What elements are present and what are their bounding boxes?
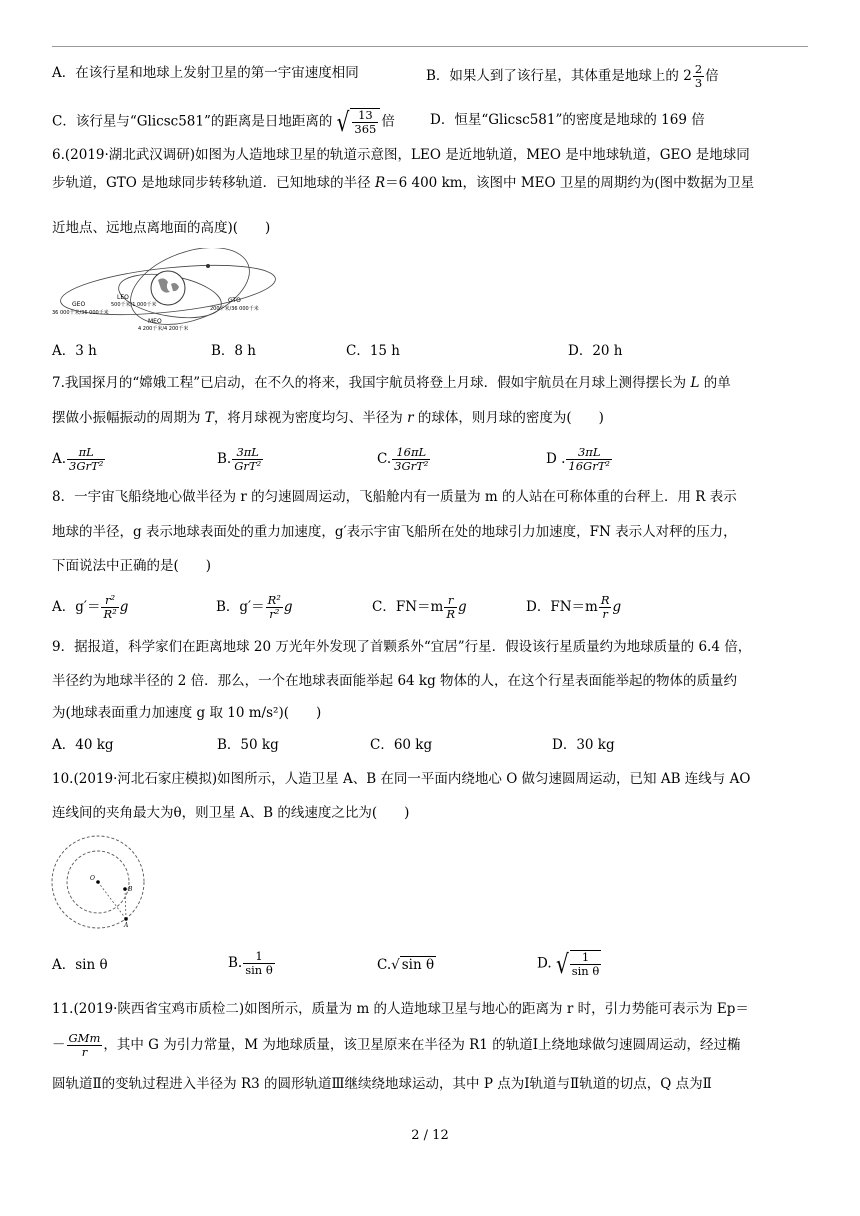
label-b: B	[128, 886, 133, 893]
gto-label: GTO	[228, 297, 241, 304]
geo-height-label: 36 000千米/36 000千米	[52, 310, 109, 316]
q8-option-c: C．FN＝m $\frac{r}{R}$ g	[372, 593, 467, 621]
q5-option-d: D．恒星“Glicsc581”的密度是地球的 169 倍	[430, 112, 705, 128]
q9-option-a: A．40 kg	[52, 737, 114, 753]
q9-option-b: B．50 kg	[217, 737, 279, 753]
satellite-b-dot	[123, 887, 127, 891]
q5-option-c: C．该行星与“Glicsc581”的距离是日地距离的 √ $\frac{13}{365}$ 倍	[52, 106, 395, 138]
q10-line-1: 10.(2019·河北石家庄模拟)如图所示，人造卫星 A、B 在同一平面内绕地心 O 做匀速圆周运动，已知 AB 连线与 AO	[52, 771, 751, 787]
q9-line-2: 半径约为地球半径的 2 倍．那么，一个在地球表面能举起 64 kg 物体的人，在这个行星表面能举起的物体的质量约	[52, 673, 738, 689]
q6-option-d: D．20 h	[568, 343, 623, 359]
q6-option-a: A．3 h	[52, 343, 97, 359]
orbit-circles-diagram	[50, 832, 160, 932]
q9-line-1: 9．据报道，科学家们在距离地球 20 万光年外发现了首颗系外“宜居”行星．假设该行星质量约为地球质量的 6.4 倍，	[52, 639, 752, 655]
q9-line-3: 为(地球表面重力加速度 g 取 10 m/s²)( )	[52, 705, 322, 721]
q10-option-d: D. √ $\frac{1}{\text{sin θ}}$	[537, 948, 600, 980]
line-oa	[98, 882, 126, 919]
earth-icon	[151, 271, 185, 305]
q8-line-3: 下面说法中正确的是( )	[52, 558, 212, 574]
q7-option-b: B. $\frac{3\pi L}{\text{GrT²}}$	[217, 445, 262, 473]
q9-option-c: C．60 kg	[370, 737, 433, 753]
orbit-diagram	[50, 248, 280, 334]
q7-line-2: 摆做小振幅振动的周期为 T，将月球视为密度均匀、半径为 r 的球体，则月球的密度为( )	[52, 410, 604, 426]
label-a: A	[124, 922, 129, 929]
leo-height-label: 500千米/1 000千米	[111, 302, 157, 308]
geo-label: GEO	[72, 301, 86, 308]
center-o-dot	[96, 880, 100, 884]
q7-option-a: A. $\frac{\pi L}{\text{3GrT²}}$	[52, 445, 104, 473]
q6-option-b: B．8 h	[211, 343, 256, 359]
meo-label: MEO	[148, 318, 162, 325]
meo-height-label: 4 200千米/4 200千米	[138, 326, 189, 332]
q7-option-c: C. $\frac{16\pi L}{\text{3GrT²}}$	[377, 445, 429, 473]
leo-label: LEO	[117, 294, 129, 301]
q8-line-2: 地球的半径，g 表示地球表面处的重力加速度，g′表示宇宙飞船所在处的地球引力加速度，FN 表示人对秤的压力，	[52, 524, 737, 540]
q6-line-1: 6.(2019·湖北武汉调研)如图为人造地球卫星的轨道示意图，LEO 是近地轨道，MEO 是中地球轨道，GEO 是地球同	[52, 147, 750, 163]
q8-option-a: A．g′＝ $\frac{\text{r²}}{\text{R²}}$ g	[52, 593, 129, 621]
header-rule	[52, 46, 808, 47]
q10-option-b: B. $\frac{1}{\text{sin θ}}$	[228, 949, 273, 977]
line-ab	[125, 889, 126, 919]
q6-option-c: C．15 h	[346, 343, 400, 359]
q5-option-a: A．在该行星和地球上发射卫星的第一宇宙速度相同	[52, 65, 359, 81]
satellite-dot	[206, 264, 210, 268]
label-o: O	[90, 875, 95, 882]
page-number: 2 / 12	[411, 1128, 449, 1143]
q5-option-b: B．如果人到了该行星，其体重是地球上的 2 $\frac{2}{3}$ 倍	[426, 62, 719, 90]
q11-line-1: 11.(2019·陕西省宝鸡市质检二)如图所示，质量为 m 的人造地球卫星与地心的距离为 r 时，引力势能可表示为 Ep＝	[52, 1001, 749, 1017]
q11-line-2: － $\frac{\text{GMm}}{r}$ ，其中 G 为引力常量，M 为地球质量，该卫星原来在半径为 R1 的轨道Ⅰ上绕地球做匀速圆周运动，经过椭	[52, 1031, 741, 1059]
q9-option-d: D．30 kg	[552, 737, 615, 753]
q6-line-2: 步轨道，GTO 是地球同步转移轨道．已知地球的半径 R＝6 400 km，该图中 MEO 卫星的周期约为(图中数据为卫星	[52, 175, 755, 191]
q7-option-d: D . $\frac{3\pi L}{\text{16GrT²}}$	[546, 445, 611, 473]
q10-option-c: C.√ sin θ	[377, 957, 435, 973]
q8-option-d: D．FN＝m $\frac{R}{r}$ g	[526, 593, 622, 621]
q10-line-2: 连线间的夹角最大为θ，则卫星 A、B 的线速度之比为( )	[52, 805, 410, 821]
q8-line-1: 8．一宇宙飞船绕地心做半径为 r 的匀速圆周运动，飞船舱内有一质量为 m 的人站在可称体重的台秤上．用 R 表示	[52, 489, 737, 505]
q7-line-1: 7.我国探月的“嫦娥工程”已启动，在不久的将来，我国宇航员将登上月球．假如宇航员在月球上测得摆长为 L 的单	[52, 375, 731, 391]
q10-option-a: A．sin θ	[52, 957, 108, 973]
satellite-a-dot	[124, 917, 128, 921]
gto-orbit	[120, 248, 260, 334]
q11-line-3: 圆轨道Ⅱ的变轨过程进入半径为 R3 的圆形轨道Ⅲ继续绕地球运动，其中 P 点为Ⅰ轨道与Ⅱ轨道的切点，Q 点为Ⅱ	[52, 1076, 712, 1092]
q8-option-b: B．g′＝ $\frac{\text{R²}}{\text{r²}}$ g	[216, 593, 293, 621]
q6-line-3: 近地点、远地点离地面的高度)( )	[52, 220, 271, 236]
gto-height-label: 200千米/36 000千米	[210, 306, 259, 312]
